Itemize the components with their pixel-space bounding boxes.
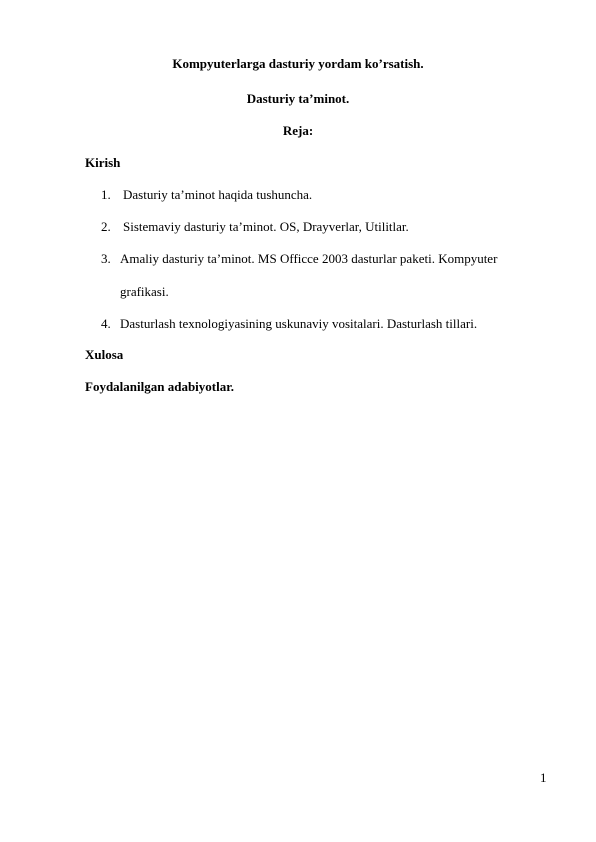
list-item xyxy=(101,316,477,332)
list-item-number: 1. xyxy=(101,187,111,202)
plan-heading: Reja: xyxy=(282,123,314,138)
list-item xyxy=(101,251,497,267)
list-item xyxy=(101,187,312,203)
intro-heading: Kirish xyxy=(85,155,121,170)
list-item-number: 2. xyxy=(101,219,111,234)
list-item-text: Dasturiy ta’minot haqida tushuncha. xyxy=(123,187,313,202)
references-heading: Foydalanilgan adabiyotlar. xyxy=(85,379,235,394)
list-item-text: Sistemaviy dasturiy ta’minot. OS, Drayverlar, Utilitlar. xyxy=(123,219,409,234)
document-subtitle: Dasturiy ta’minot. xyxy=(246,91,350,106)
page-number: 1 xyxy=(540,770,547,785)
list-item-number: 3. xyxy=(101,251,111,266)
conclusion-heading: Xulosa xyxy=(85,347,124,362)
document-title: Kompyuterlarga dasturiy yordam ko’rsatish. xyxy=(172,56,424,71)
list-item xyxy=(101,219,409,235)
list-item-text: Dasturlash texnologiyasining uskunaviy vositalari. Dasturlash tillari. xyxy=(120,316,478,331)
list-item-continuation: grafikasi. xyxy=(120,284,169,299)
list-item-text: Amaliy dasturiy ta’minot. MS Officce 2003 dasturlar paketi. Kompyuter xyxy=(120,251,498,266)
list-item-number: 4. xyxy=(101,316,111,331)
